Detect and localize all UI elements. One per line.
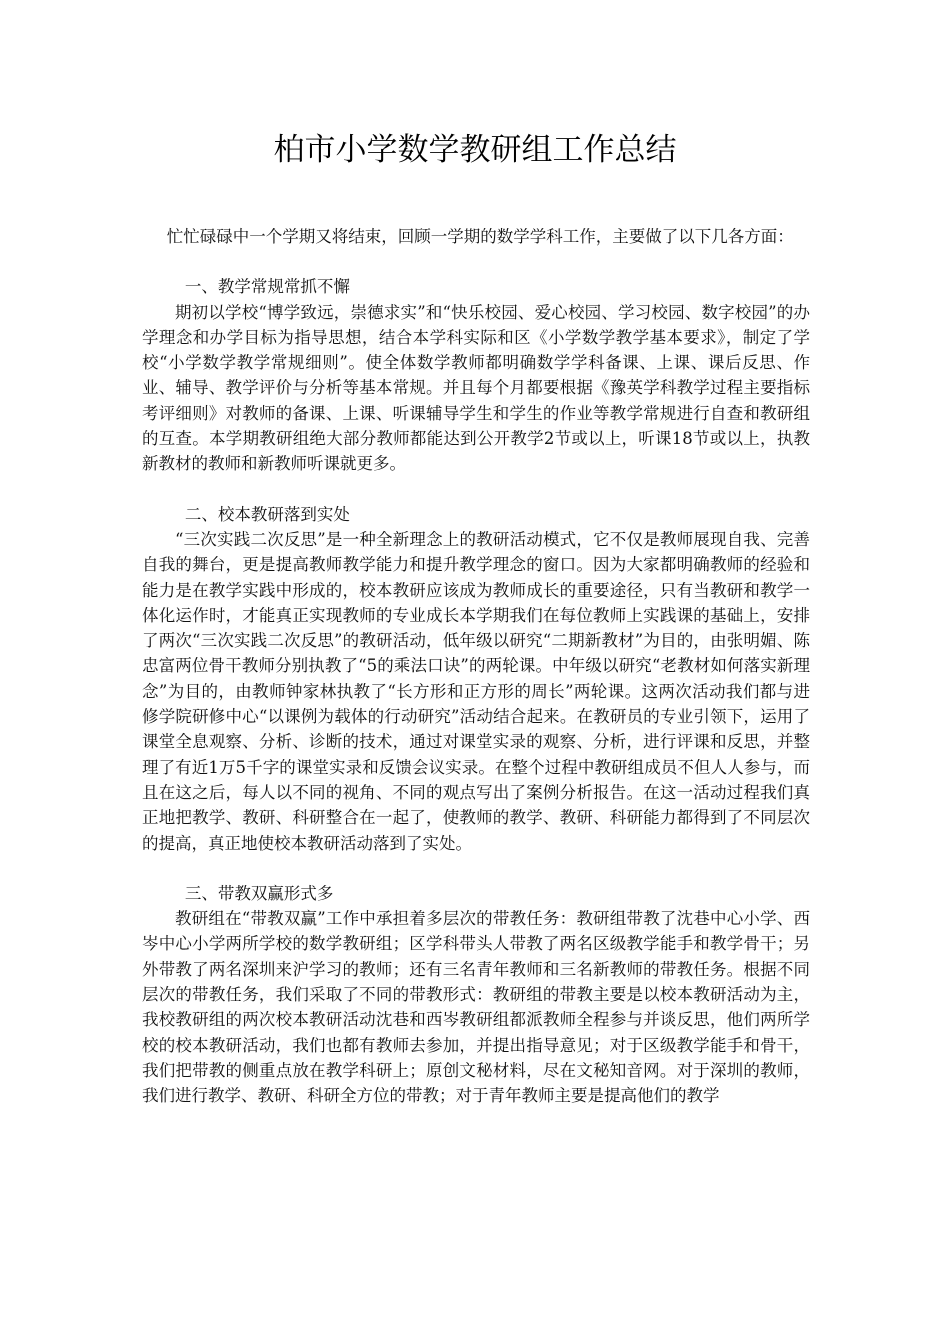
document-body — [142, 224, 810, 1109]
paragraph-spacer — [142, 856, 810, 881]
section-body-2: “三次实践二次反思”是一种全新理念上的教研活动模式，它不仅是教师展现自我、完善自我的舞台，更是提高教师教学能力和提升教学理念的窗口。因为大家都明确教师的经验和能力是在教学实践中形成的，校本教研应该成为教师成长的重要途径，只有当教研和教学一体化运作时，才能真正实现教师的专业成长本学期我们在每位教师上实践课的基础上，安排了两次“三次实践二次反思”的教研活动，低年级以研究“二期新教材”为目的，由张明媚、陈忠富两位骨干教师分别执教了“5的乘法口诀”的两轮课。中年级以研究“老教材如何落实新理念”为目的，由教师钟家林执教了“长方形和正方形的周长”两轮课。这两次活动我们都与进修学院研修中心“以课例为载体的行动研究”活动结合起来。在教研员的专业引领下，运用了课堂全息观察、分析、诊断的技术，通过对课堂实录的观察、分析，进行评课和反思，并整理了有近1万5千字的课堂实录和反馈会议实录。在整个过程中教研组成员不但人人参与，而且在这之后，每人以不同的视角、不同的观点写出了案例分析报告。在这一活动过程我们真正地把教学、教研、科研整合在一起了，使教师的教学、教研、科研能力都得到了不同层次的提高，真正地使校本教研活动落到了实处。 — [142, 529, 810, 853]
paragraph-spacer — [142, 249, 810, 274]
section-heading-3: 三、带教双赢形式多 — [184, 883, 334, 903]
document-title: 柏市小学数学教研组工作总结 — [273, 132, 677, 168]
paragraph-spacer — [142, 477, 810, 502]
section-body-3: 教研组在“带教双赢”工作中承担着多层次的带教任务：教研组带教了沈巷中心小学、西岑中心小学两所学校的数学教研组；区学科带头人带教了两名区级教学能手和教学骨干；另外带教了两名深圳来沪学习的教师；还有三名青年教师和三名新教师的带教任务。根据不同层次的带教任务，我们采取了不同的带教形式：教研组的带教主要是以校本教研活动为主，我校教研组的两次校本教研活动沈巷和西岑教研组都派教师全程参与并谈反思，他们两所学校的校本教研活动，我们也都有教师去参加，并提出指导意见；对于区级教学能手和骨干，我们把带教的侧重点放在教学科研上；原创文秘材料，尽在文秘知音网。对于深圳的教师，我们进行教学、教研、科研全方位的带教；对于青年教师主要是提高他们的教学 — [142, 909, 810, 1106]
section-heading-2: 二、校本教研落到实处 — [184, 504, 350, 524]
intro-paragraph: 忙忙碌碌中一个学期又将结束，回顾一学期的数学学科工作，主要做了以下几各方面： — [166, 227, 794, 246]
section-heading-1: 一、教学常规常抓不懈 — [184, 277, 350, 297]
section-body-1: 期初以学校“博学致远，崇德求实”和“快乐校园、爱心校园、学习校园、数字校园”的办学理念和办学目标为指导思想，结合本学科实际和区《小学数学教学基本要求》，制定了学校“小学数学教学常规细则”。使全体数学教师都明确数学学科备课、上课、课后反思、作业、辅导、教学评价与分析等基本常规。并且每个月都要根据《豫英学科教学过程主要指标考评细则》对教师的备课、上课、听课辅导学生和学生的作业等教学常规进行自查和教研组的互查。本学期教研组绝大部分教师都能达到公开教学2节或以上，听课18节或以上，执教新教材的教师和新教师听课就更多。 — [142, 302, 810, 474]
